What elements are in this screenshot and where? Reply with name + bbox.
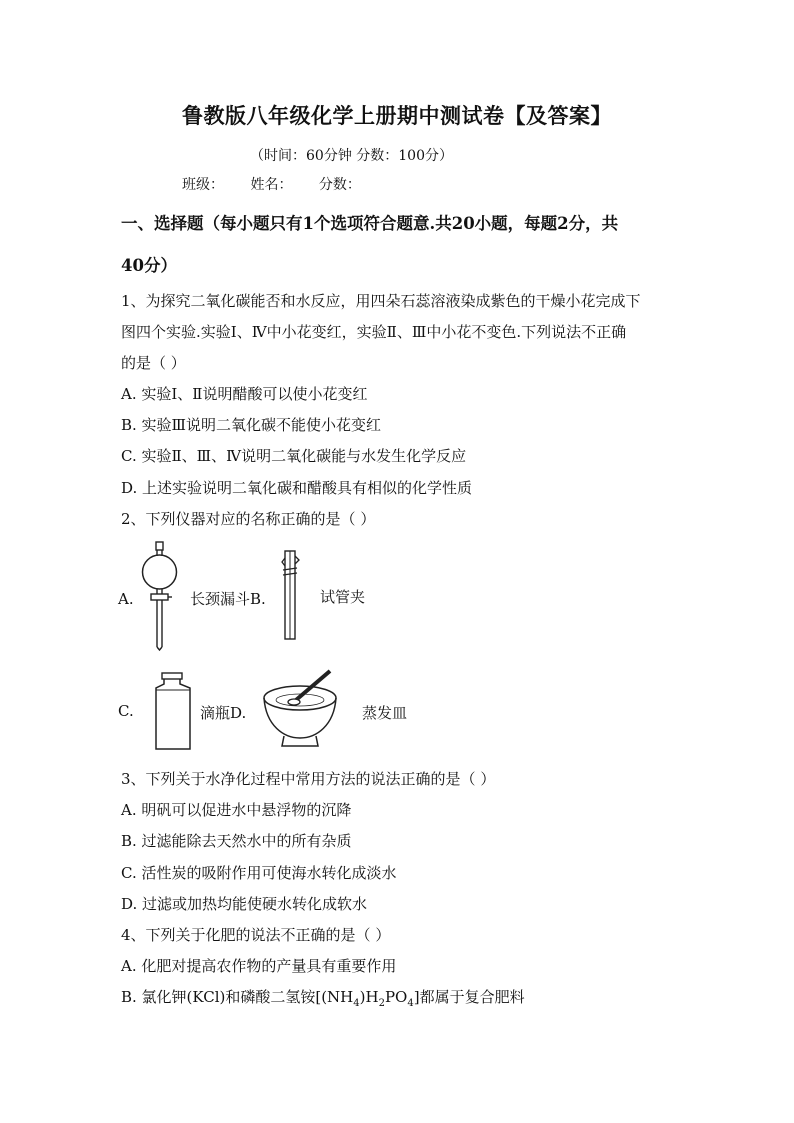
q2-option-d-name: 蒸发皿	[362, 704, 408, 722]
q4-subscript-1: 4	[353, 998, 360, 1009]
q1-option-c: C. 实验Ⅱ、Ⅲ、Ⅳ说明二氧化碳能与水发生化学反应	[121, 447, 467, 465]
q4-option-b-text-start: B. 氯化钾(KCl)和磷酸二氢铵[(NH	[121, 988, 354, 1006]
q2-option-c-letter: C.	[118, 702, 134, 720]
q1-option-a: A. 实验Ⅰ、Ⅱ说明醋酸可以使小花变红	[121, 385, 368, 403]
q3-stem: 3、下列关于水净化过程中常用方法的说法正确的是（ ）	[121, 770, 496, 788]
q2-option-b-name: 试管夹	[320, 588, 366, 606]
q1-stem-line2: 图四个实验.实验Ⅰ、Ⅳ中小花变红，实验Ⅱ、Ⅲ中小花不变色.下列说法不正确	[121, 323, 627, 341]
q2-option-a-name: 长颈漏斗B.	[190, 590, 266, 608]
section-heading-line1: 一、选择题（每小题只有1个选项符合题意.共20小题，每题2分，共	[121, 214, 619, 233]
q1-option-d: D. 上述实验说明二氧化碳和醋酸具有相似的化学性质	[121, 479, 473, 497]
exam-title: 鲁教版八年级化学上册期中测试卷【及答案】	[182, 103, 612, 128]
q1-stem-line3: 的是（ ）	[121, 354, 186, 372]
q3-option-c: C. 活性炭的吸附作用可使海水转化成淡水	[121, 864, 397, 882]
q4-option-b-text-mid: )H	[359, 988, 379, 1006]
q4-option-a: A. 化肥对提高农作物的产量具有重要作用	[121, 957, 397, 975]
separatory-funnel-icon	[140, 542, 180, 652]
reagent-bottle-icon	[150, 672, 196, 752]
q2-option-c-name: 滴瓶D.	[200, 704, 247, 722]
q3-option-a: A. 明矾可以促进水中悬浮物的沉降	[121, 801, 352, 819]
q2-stem: 2、下列仪器对应的名称正确的是（ ）	[121, 510, 376, 528]
class-label: 班级：	[182, 177, 224, 193]
q3-option-b: B. 过滤能除去天然水中的所有杂质	[121, 832, 352, 850]
q3-option-d: D. 过滤或加热均能使硬水转化成软水	[121, 895, 368, 913]
exam-time-score: （时间：60分钟 分数：100分）	[250, 148, 453, 164]
student-info-line	[182, 174, 383, 194]
section-heading-line2: 40分）	[121, 256, 177, 275]
test-tube-holder-icon	[280, 550, 302, 642]
q1-stem-line1: 1、为探究二氧化碳能否和水反应，用四朵石蕊溶液染成紫色的干燥小花完成下	[121, 292, 641, 310]
q4-option-b-text-end: ]都属于复合肥料	[413, 988, 525, 1006]
mortar-and-pestle-icon	[260, 668, 340, 752]
q4-option-b	[121, 986, 525, 1009]
q4-subscript-2: 2	[378, 998, 385, 1009]
score-label: 分数：	[318, 177, 361, 193]
q4-option-b-text-mid2: PO	[384, 988, 408, 1006]
q4-stem: 4、下列关于化肥的说法不正确的是（ ）	[121, 926, 391, 944]
q2-option-a-letter: A.	[118, 590, 134, 608]
q4-subscript-3: 4	[407, 998, 414, 1009]
name-label: 姓名：	[250, 177, 293, 193]
q1-option-b: B. 实验Ⅲ说明二氧化碳不能使小花变红	[121, 416, 382, 434]
